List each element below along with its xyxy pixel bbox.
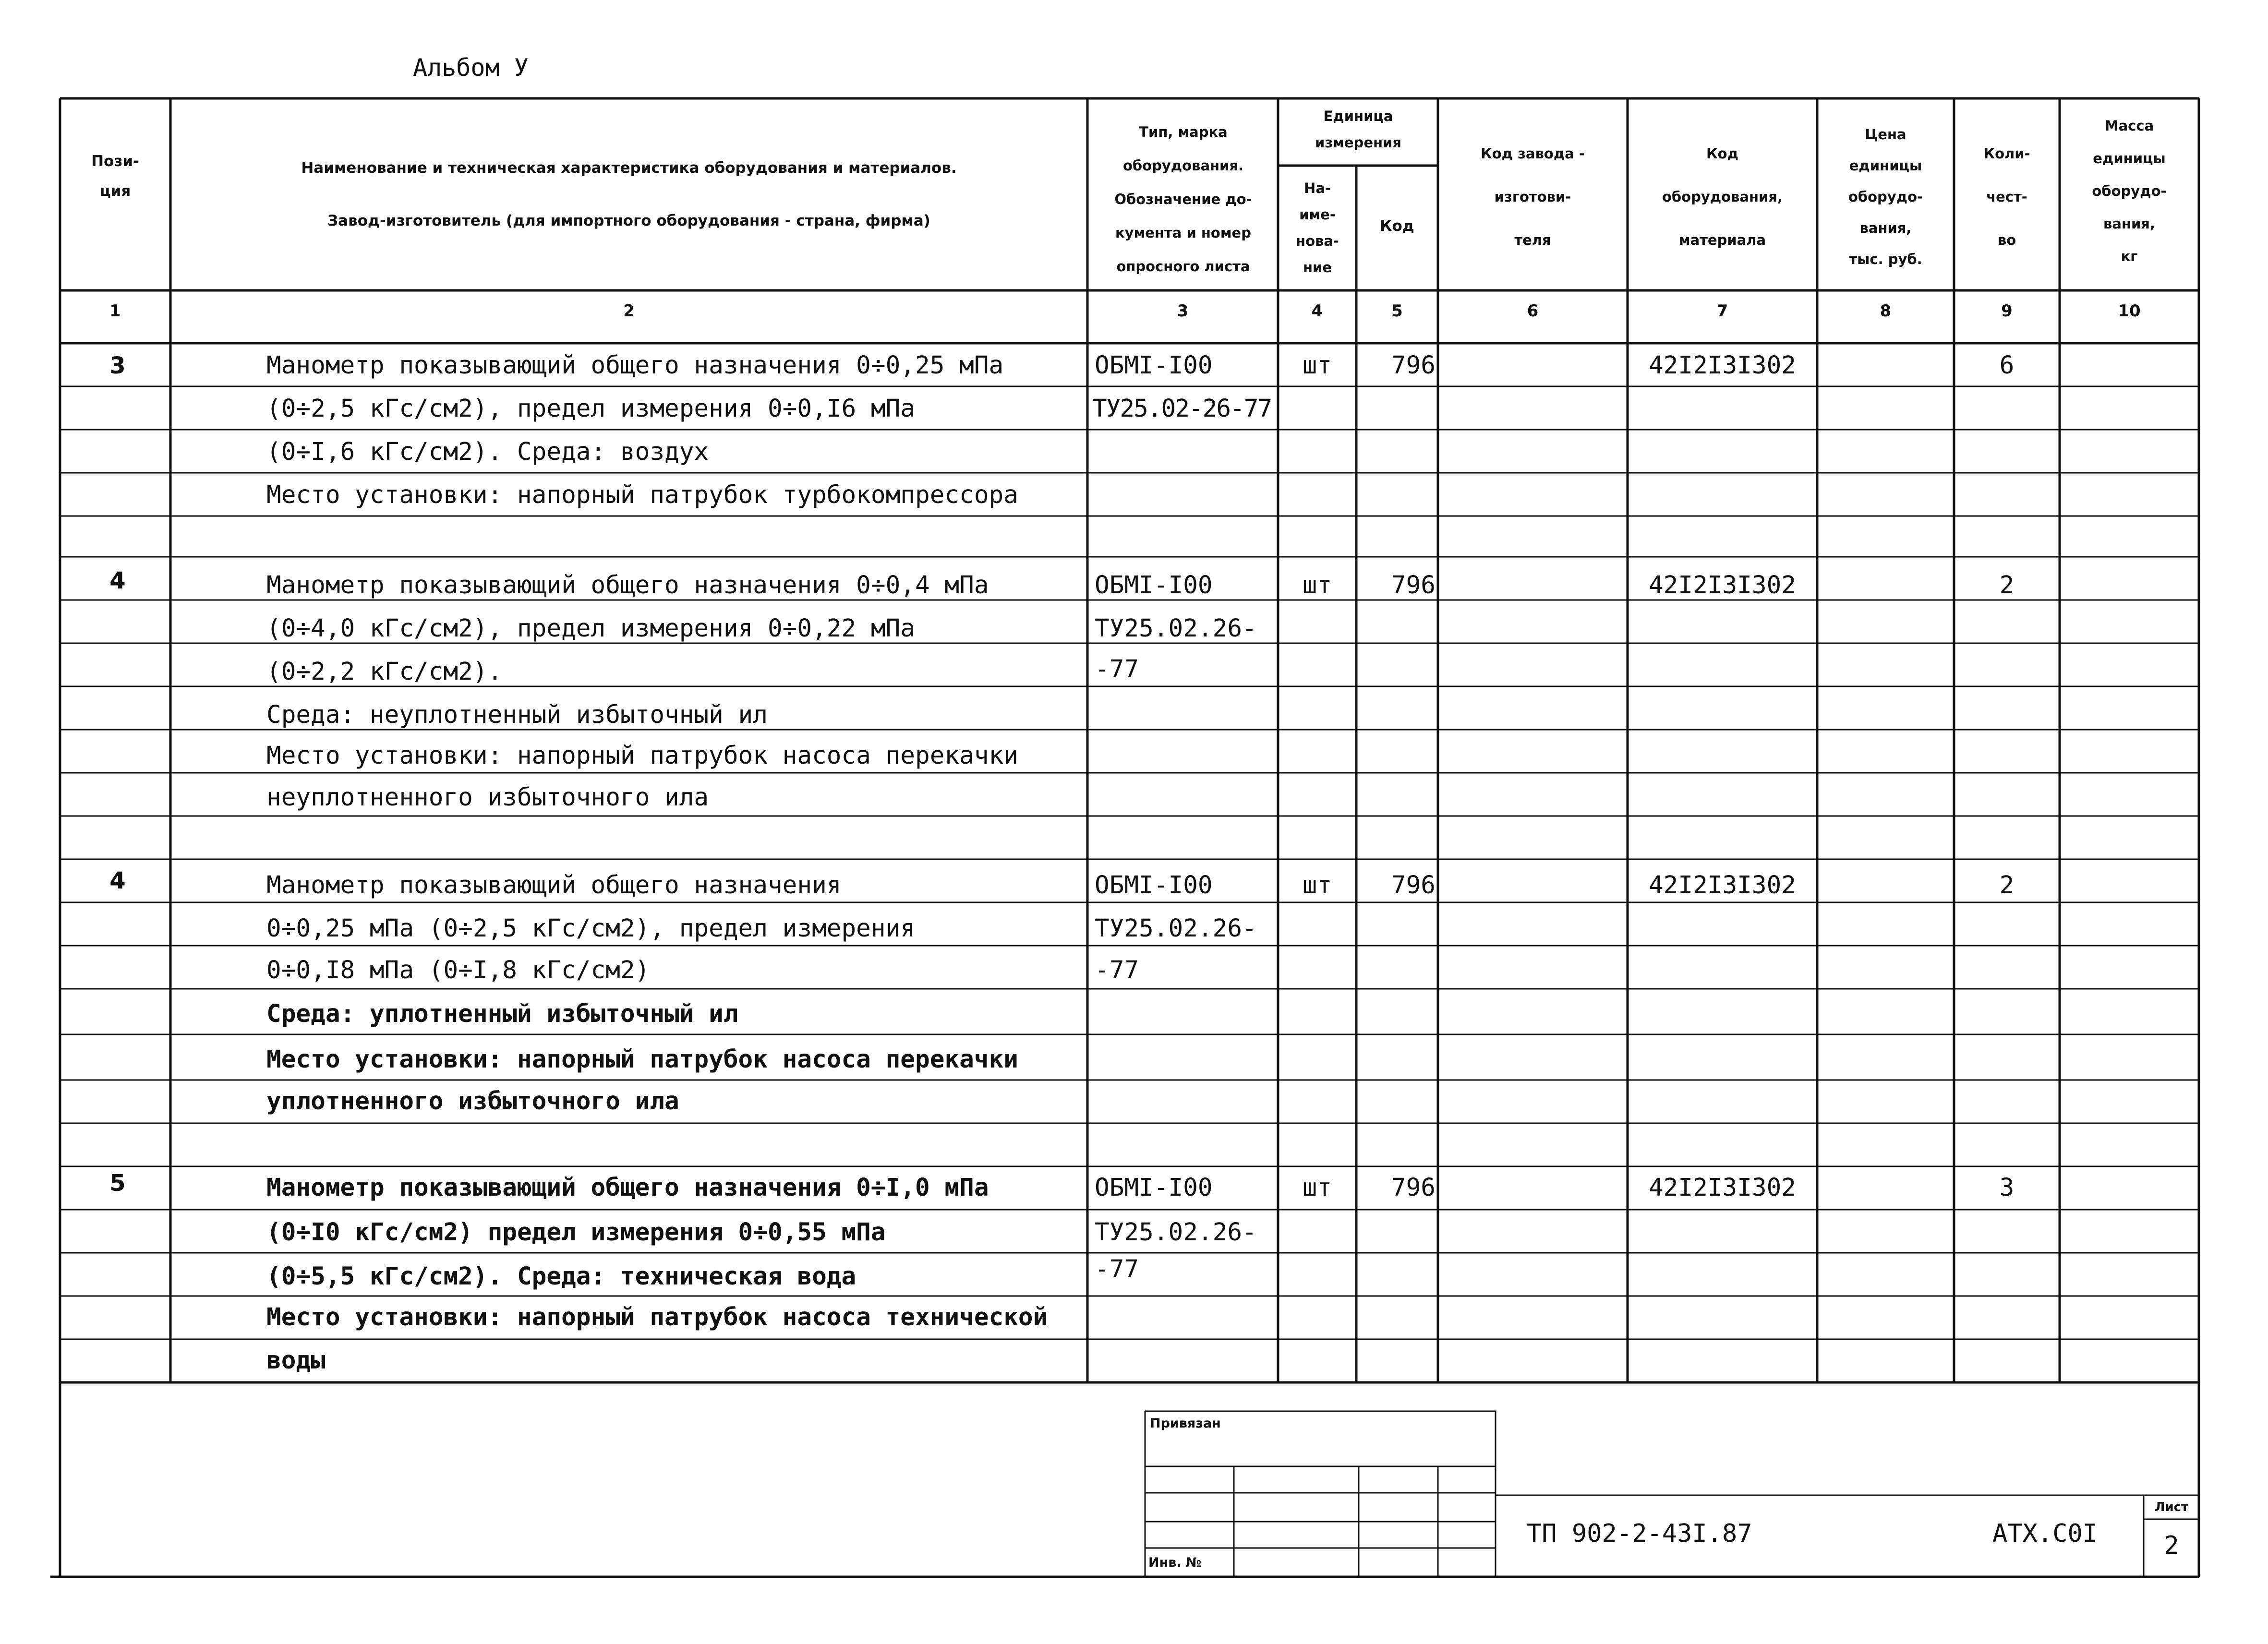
item-description-line: (0÷I,6 кГс/см2). Среда: воздух — [266, 438, 709, 466]
item-unit: шт — [1302, 351, 1332, 380]
column-number: 8 — [1880, 301, 1892, 321]
item-description-line: Манометр показывающий общего назначения — [266, 871, 842, 900]
stamp-bound-label: Привязан — [1150, 1416, 1221, 1431]
item-description-line: неуплотненного избыточного ила — [266, 783, 709, 812]
item-position: 3 — [109, 352, 126, 379]
item-type: ОБМI-I00 — [1095, 1174, 1213, 1202]
header-qty: Коли- чест- во — [1983, 145, 2030, 248]
item-description-line: 0÷0,I8 мПа (0÷I,8 кГс/см2) — [266, 956, 650, 984]
item-description-line: (0÷2,5 кГс/см2), предел измерения 0÷0,I6 мПа — [266, 395, 916, 423]
item-description-line: Манометр показывающий общего назначения 0÷I,0 мПа — [266, 1174, 989, 1202]
item-unit: шт — [1302, 1174, 1332, 1202]
sheet-number: 2 — [2164, 1531, 2179, 1560]
column-number: 4 — [1311, 301, 1323, 321]
header-name: Наименование и техническая характеристика оборудования и материалов. Завод-изготовитель (для импортного оборудования - страна, фирма) — [301, 159, 957, 229]
item-qty: 3 — [1999, 1174, 2015, 1202]
header-unit-group: Единица измерения — [1315, 108, 1401, 151]
column-number: 7 — [1716, 301, 1728, 321]
header-plant-code: Код завода - изготови- теля — [1481, 145, 1585, 248]
item-description-line: Манометр показывающий общего назначения 0÷0,25 мПа — [266, 351, 1004, 380]
header-unit-name: На- име- нова- ние — [1296, 180, 1339, 276]
item-unit: шт — [1302, 571, 1332, 600]
item-description-line: воды — [266, 1346, 326, 1375]
item-description-line: Среда: уплотненный избыточный ил — [266, 1000, 738, 1028]
item-equip-code: 42I2I3I302 — [1648, 351, 1797, 380]
item-type: ТУ25.02-26-77 — [1092, 395, 1272, 423]
header-equip-code: Код оборудования, материала — [1662, 145, 1783, 248]
item-description-line: (0÷4,0 кГс/см2), предел измерения 0÷0,22 мПа — [266, 614, 916, 643]
item-position: 4 — [109, 867, 126, 894]
column-number: 2 — [623, 301, 635, 321]
item-position: 5 — [109, 1170, 126, 1197]
item-description-line: Манометр показывающий общего назначения 0÷0,4 мПа — [266, 571, 989, 600]
column-number: 10 — [2118, 301, 2141, 321]
item-type: ТУ25.02.26- — [1095, 914, 1257, 943]
column-number: 5 — [1391, 301, 1403, 321]
item-equip-code: 42I2I3I302 — [1648, 871, 1797, 900]
item-type: -77 — [1095, 956, 1139, 984]
item-position: 4 — [109, 567, 126, 594]
stamp-inv-label: Инв. № — [1148, 1555, 1202, 1570]
album-title: Альбом У — [413, 54, 529, 82]
header-position: Пози- ция — [91, 153, 139, 200]
header-price: Цена единицы оборудо- вания, тыс. руб. — [1848, 126, 1923, 267]
item-type: -77 — [1095, 1255, 1139, 1284]
item-unit-code: 796 — [1391, 1174, 1436, 1202]
item-equip-code: 42I2I3I302 — [1648, 571, 1797, 600]
item-type: ТУ25.02.26- — [1095, 1218, 1257, 1247]
item-description-line: Место установки: напорный патрубок насоса перекачки — [266, 742, 1018, 770]
item-unit-code: 796 — [1391, 871, 1436, 900]
item-description-line: Среда: неуплотненный избыточный ил — [266, 701, 768, 729]
item-type: -77 — [1095, 655, 1139, 684]
item-unit-code: 796 — [1391, 571, 1436, 600]
item-equip-code: 42I2I3I302 — [1648, 1174, 1797, 1202]
header-unit-code: Код — [1380, 217, 1414, 235]
column-number: 6 — [1527, 301, 1539, 321]
item-description-line: (0÷5,5 кГс/см2). Среда: техническая вода — [266, 1262, 857, 1291]
sheet-label: Лист — [2154, 1500, 2189, 1514]
item-qty: 2 — [1999, 871, 2015, 900]
column-number: 1 — [109, 301, 121, 321]
item-type: ОБМI-I00 — [1095, 351, 1213, 380]
item-type: ОБМI-I00 — [1095, 871, 1213, 900]
item-qty: 2 — [1999, 571, 2015, 600]
item-description-line: (0÷I0 кГс/см2) предел измерения 0÷0,55 мПа — [266, 1218, 886, 1247]
item-type: ОБМI-I00 — [1095, 571, 1213, 600]
item-description-line: Место установки: напорный патрубок насоса технической — [266, 1303, 1048, 1332]
item-unit-code: 796 — [1391, 351, 1436, 380]
item-description-line: 0÷0,25 мПа (0÷2,5 кГс/см2), предел измерения — [266, 914, 916, 943]
header-mass: Масса единицы оборудо- вания, кг — [2092, 118, 2167, 264]
column-number: 9 — [2001, 301, 2013, 321]
item-description-line: уплотненного избыточного ила — [266, 1087, 679, 1116]
item-type: ТУ25.02.26- — [1095, 614, 1257, 643]
document-code: АТХ.С0I — [1992, 1519, 2098, 1548]
item-description-line: Место установки: напорный патрубок насоса перекачки — [266, 1045, 1018, 1074]
header-type: Тип, марка оборудования. Обозначение до- кумента и номер опросного листа — [1114, 124, 1252, 275]
item-qty: 6 — [1999, 351, 2015, 380]
item-unit: шт — [1302, 871, 1332, 900]
item-description-line: (0÷2,2 кГс/см2). — [266, 658, 503, 686]
item-description-line: Место установки: напорный патрубок турбокомпрессора — [266, 481, 1018, 509]
document-number: ТП 902-2-43I.87 — [1527, 1519, 1752, 1548]
column-number: 3 — [1177, 301, 1189, 321]
